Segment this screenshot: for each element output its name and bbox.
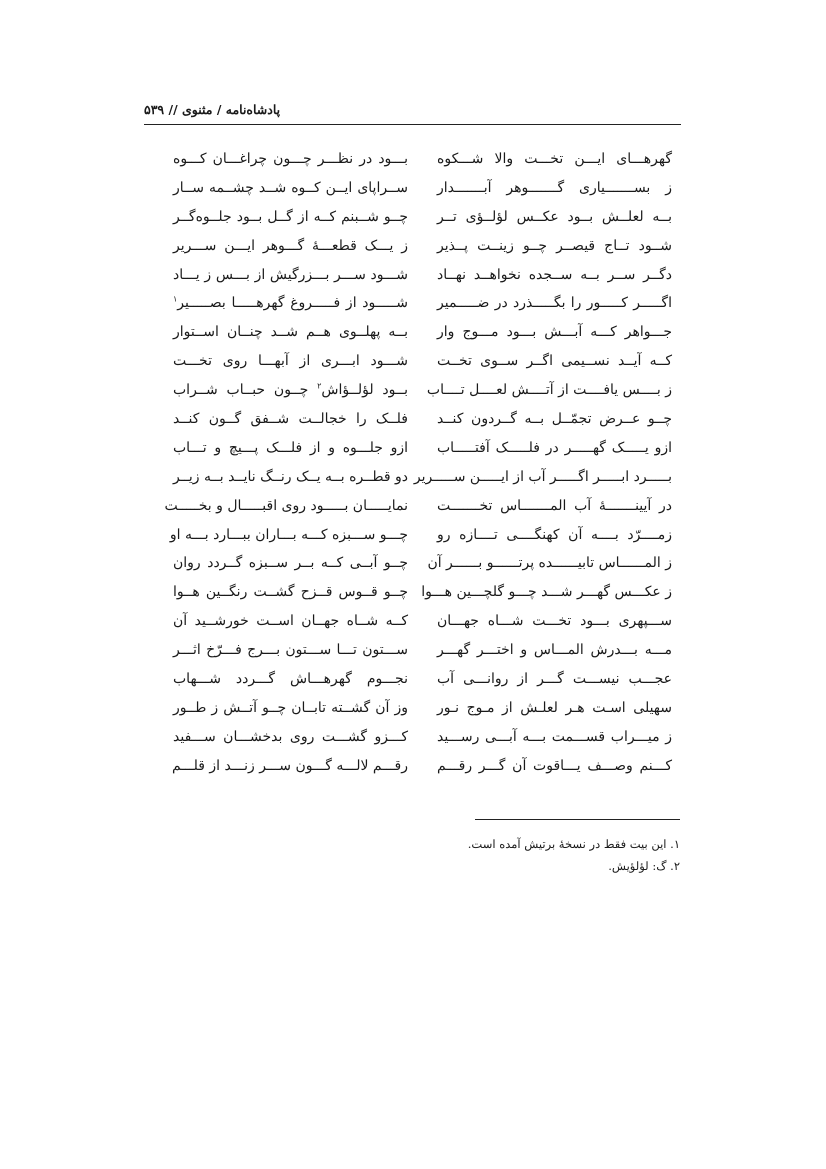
- hemistich-right: بــه لعلــش بــود عکــس لؤلــؤی تــر: [437, 208, 672, 225]
- hemistich-right: کـــنم وصـــف یـــاقوت آن گـــر رقـــم: [437, 757, 672, 774]
- couplet: [144, 293, 681, 322]
- couplet: [144, 525, 681, 554]
- hemistich-right: اگـــــر کـــــور را بگـــــذرد در ضـــــمیر: [437, 295, 672, 312]
- hemistich-left: ازو جلـــوه و از فلـــک پـــیچ و تـــاب: [173, 439, 408, 456]
- couplet: [144, 727, 681, 756]
- hemistich-right: ز میـــراب قســـمت بـــه آبـــی رســـید: [437, 728, 672, 745]
- hemistich-right: عجـــب نیســـت گـــر از روانـــی آب: [437, 671, 672, 688]
- couplet: [144, 611, 681, 640]
- hemistich-left: نمایـــــان بـــــود روی اقبـــــال و بخـــــت: [164, 497, 408, 514]
- hemistich-left: چــو قــوس قــزح گشــت رنگــین هــوا: [173, 584, 408, 601]
- hemistich-left: وز آن گشــته تابــان چــو آتــش ز طــور: [173, 699, 408, 716]
- hemistich-right: ازو یـــــک گهـــــر در فلـــــک آفتـــــاب: [437, 439, 672, 456]
- hemistich-right: مـــه بـــدرش المـــاس و اختـــر گهـــر: [437, 642, 672, 659]
- footnote-marker: ۱: [173, 294, 178, 304]
- couplet: [144, 582, 681, 611]
- couplet: [144, 698, 681, 727]
- hemistich-right: گهرهـــای ایـــن تخـــت والا شـــکوه: [437, 151, 672, 167]
- couplet: [144, 265, 681, 294]
- hemistich-right: چــو عــرض تجمّــل بــه گــردون کنــد: [437, 411, 672, 428]
- hemistich-left: ز یـــک قطعـــهٔ گـــوهر ایـــن ســـریر: [173, 237, 408, 254]
- hemistich-left: چـــو ســـبزه کـــه بـــاران ببـــارد بـــه او: [169, 526, 408, 543]
- hemistich-left: ســراپای ایــن کــوه شــد چشــمه ســار: [173, 179, 408, 196]
- couplet: [144, 553, 681, 582]
- couplet: [144, 756, 681, 785]
- couplet: [144, 467, 681, 496]
- footnote-marker: ۲: [317, 381, 322, 391]
- hemistich-right: بـــــرد ابـــــر اگـــــر آب از ایـــــن ســـــریر: [413, 468, 672, 485]
- couplet: [144, 409, 681, 438]
- hemistich-right: در آیینـــــــهٔ آب المـــــــاس تخـــــــت: [437, 497, 672, 514]
- page-header: [144, 100, 681, 125]
- poem-body: [144, 149, 681, 785]
- hemistich-left: دو قطــره بــه یــک رنــگ نایــد بــه زیــر: [172, 468, 408, 485]
- hemistich-left: بـــود در نظـــر چـــون چراغـــان کـــوه: [173, 151, 408, 167]
- hemistich-right: ز المــــــاس تابیــــــده پرتــــــو بــــــر آن: [427, 555, 672, 572]
- hemistich-text: بــود لؤلــؤاش: [321, 382, 408, 399]
- hemistich-right: کــه آیــد نســیمی اگــر ســوی تخــت: [437, 353, 672, 370]
- hemistich-right: شــود تــاج قیصــر چــو زینــت پــذیر: [437, 237, 672, 254]
- footnote: ۲. گ: لؤلؤیش.: [608, 859, 680, 873]
- hemistich-left: بــه پهلــوی هــم شــد چنــان اســتوار: [173, 324, 408, 341]
- hemistich-right: ســـپهری بـــود تخـــت شـــاه جهـــان: [437, 613, 672, 630]
- couplet: [144, 149, 681, 178]
- couplet: [144, 322, 681, 351]
- couplet: [144, 236, 681, 265]
- couplet: [144, 438, 681, 467]
- hemistich-left: شـــود ســـر بـــزرگیش از بـــس ز یـــاد: [173, 266, 408, 283]
- footnotes: [380, 833, 680, 877]
- couplet: [144, 178, 681, 207]
- hemistich-left: چــو آبــی کــه بــر ســبزه گــردد روان: [173, 555, 408, 572]
- couplet: [144, 496, 681, 525]
- running-title: پادشاه‌نامه / مثنوی // ۵۳۹: [144, 102, 281, 117]
- couplet: [144, 207, 681, 236]
- hemistich-right: زمــــرّد بــــه آن کهنگــــی تــــازه رو: [437, 526, 672, 543]
- couplet: [144, 380, 681, 409]
- couplet: [144, 640, 681, 669]
- hemistich-left: شـــود ابـــری از آبهـــا روی تخـــت: [173, 353, 408, 370]
- hemistich-left: ســـتون تـــا ســـتون بـــرج فـــرّخ اثـــر: [173, 642, 408, 659]
- hemistich-left: [173, 293, 408, 313]
- footnote: ۱. این بیت فقط در نسخهٔ برتیش آمده است.: [467, 837, 680, 851]
- hemistich-left: رقـــم لالـــه گـــون ســـر زنـــد از قلـــم: [172, 757, 408, 774]
- hemistich-left: نجـــوم گهرهـــاش گـــردد شـــهاب: [173, 671, 408, 688]
- hemistich-right: ز عکـــس گهـــر شـــد چـــو گلچـــین هـــوا: [421, 584, 672, 601]
- hemistich-right: ز بســـــــیاری گـــــــوهر آبـــــــدار: [437, 179, 672, 196]
- hemistich-right: ز بــــس یافــــت از آتــــش لعــــل تــــاب: [426, 382, 672, 399]
- hemistich-text: شـــــود از فـــــروغ گهرهـــــا بصـــــیر: [177, 295, 408, 312]
- hemistich-left: کـــزو گشـــت روی بدخشـــان ســـفید: [173, 728, 408, 745]
- hemistich-right: دگــر ســر بــه ســجده نخواهــد نهــاد: [437, 266, 672, 283]
- hemistich-right: جـــواهر کـــه آبـــش بـــود مـــوج وار: [437, 324, 672, 341]
- hemistich-left: چــو شــبنم کــه از گــل بــود جلــوه‌گــر: [173, 208, 408, 225]
- couplet: [144, 351, 681, 380]
- hemistich-left: [173, 380, 408, 400]
- hemistich-text: چــون حبــاب شــراب: [173, 382, 318, 399]
- couplet: [144, 669, 681, 698]
- hemistich-left: کــه شــاه جهــان اســت خورشــید آن: [173, 613, 408, 630]
- hemistich-right: سهیلی اسـت هـر لعلـش از مـوج نـور: [437, 699, 672, 716]
- footnote-divider: [475, 819, 680, 820]
- hemistich-left: فلــک را خجالــت شــفق گــون کنــد: [173, 411, 408, 428]
